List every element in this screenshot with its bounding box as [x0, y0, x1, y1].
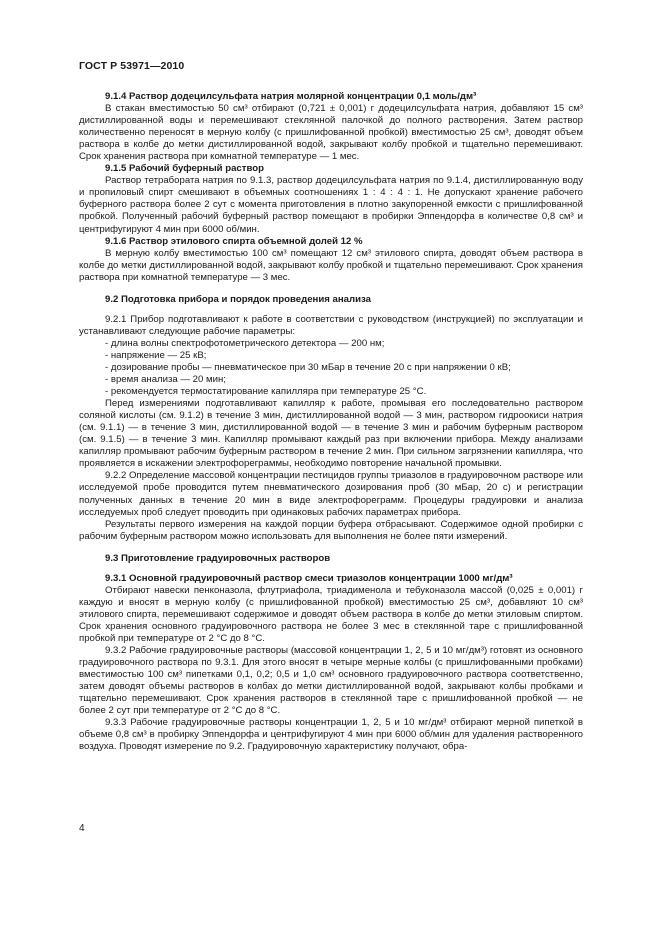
list-item: - дозирование пробы — пневматическое при 30 мБар в течение 20 с при напряжении 0 кВ; — [105, 361, 511, 373]
document-body — [79, 91, 583, 753]
paragraph-capillary-prep: Перед измерениями подготавливают капилляр к работе, промывая его последовательно раствором соляной кислоты (см. 9.1.2) в течение 3 мин, дистиллированной водой — 3 мин, раствором гидроокиси натрия (см. 9.1.1) — в течение 3 мин, дистиллированной водой — в течение 3 мин и рабочим буферным раствором (см. 9.1.5) — в течение 3 мин. Капилляр промывают каждый раз при включении прибора. Между анализами капилляр промывают рабочим буферным раствором в течение 2 мин. При сильном загрязнении капилляра, что проявляется в искажении электрофореграммы, необходимо повторение начальной промывки. — [79, 398, 583, 470]
page-number: 4 — [79, 823, 85, 834]
paragraph-9-1-6: В мерную колбу вместимостью 100 см³ помещают 12 см³ этилового спирта, доводят объем раствора в колбе до метки дистиллированной водой, закрывают колбу пробкой и тщательно перемешивают. Срок хранения раствора при комнатной температуре — 3 мес. — [79, 247, 583, 283]
section-heading-9-3: 9.3 Приготовление градуировочных растворов — [105, 552, 331, 564]
paragraph-results-note: Результаты первого измерения на каждой порции буфера отбрасывают. Содержимое одной пробирки с рабочим буферным раствором можно использовать для выполнения не более пяти измерений. — [79, 518, 583, 542]
paragraph-9-3-3: 9.3.3 Рабочие градуировочные растворы концентрации 1, 2, 5 и 10 мг/дм³ отбирают мерной пипеткой в объеме 0,8 см³ в пробирку Эппендорфа и центрифугируют 4 мин при 6000 об/мин для удаления растворенного воздуха. Проводят измерение по 9.2. Градуировочную характеристику получают, обра- — [79, 717, 583, 753]
section-heading-9-3-1: 9.3.1 Основной градуировочный раствор смеси триазолов концентрации 1000 мг/дм³ — [105, 572, 513, 584]
paragraph-9-3-2: 9.3.2 Рабочие градуировочные растворы (массовой концентрации 1, 2, 5 и 10 мг/дм³) готовят из основного градуировочного раствора по 9.3.1. Для этого вносят в четыре мерные колбы (с пришлифованными пробками) вместимостью 100 см³ пипетками 0,1, 0,2; 0,5 и 1,0 см³ основного градуировочного раствора соответственно, затем доводят объемы растворов в колбах до метки дистиллированной водой, закрывают колбы пробками и тщательно перемешивают. Срок хранения растворов в стеклянной таре с пришлифованной пробкой — не более 2 сут при температуре от 2 °С до 8 °С. — [79, 645, 583, 717]
paragraph-9-1-4: В стакан вместимостью 50 см³ отбирают (0,721 ± 0,001) г додецилсульфата натрия, добавляют 15 см³ дистиллированной воды и перемешивают стеклянной палочкой до полного растворения. Затем раствор количественно переносят в мерную колбу (с пришлифованной пробкой) вместимостью 25 см³, доводят объем раствора в колбе до метки дистиллированной водой, закрывают колбу пробкой и тщательно перемешивают. Срок хранения раствора при комнатной температуре — 1 мес. — [79, 103, 583, 163]
list-item: - длина волны спектрофотометрического детектора — 200 нм; — [105, 337, 385, 349]
section-heading-9-1-6: 9.1.6 Раствор этилового спирта объемной долей 12 % — [105, 235, 363, 247]
list-item: - напряжение — 25 кВ; — [105, 349, 207, 361]
paragraph-9-2-2: 9.2.2 Определение массовой концентрации пестицидов группы триазолов в градуировочном растворе или исследуемой пробе проводится путем пневматического дозирования проб (30 мБар, 20 с) и регистрации полученных данных в течение 20 мин в виде электрофореграмм. Процедуры градуировки и анализа исследуемых проб следует проводить при одинаковых рабочих параметрах прибора. — [79, 470, 583, 518]
paragraph-9-1-5: Раствор тетрабората натрия по 9.1.3, раствор додецилсульфата натрия по 9.1.4, дистиллированную воду и пропиловый спирт смешивают в объемных соотношениях 1 : 4 : 4 : 1. Не допускают хранение рабочего буферного раствора более 2 сут с момента приготовления в плотно закупоренной емкости с пришлифованной пробкой. Полученный рабочий буферный раствор помещают в пробирки Эппендорфа в количестве 0,8 см³ и центрифугируют 4 мин при 6000 об/мин. — [79, 175, 583, 235]
document-header: ГОСТ Р 53971—2010 — [79, 60, 185, 72]
section-heading-9-1-5: 9.1.5 Рабочий буферный раствор — [105, 163, 264, 175]
list-item: - рекомендуется термостатирование капилляра при температуре 25 °С. — [105, 386, 427, 398]
paragraph-9-3-1: Отбирают навески пенконазола, флутриафола, триадименола и тебуконазола массой (0,025 ± 0,001) г каждую и вносят в мерную колбу (с пришлифованной пробкой) вместимостью 25 см³, добавляют 10 см³ этилового спирта, перемешивают содержимое и доводят объем раствора в колбе до метки этиловым спиртом. Срок хранения основного градуировочного раствора не более 3 мес в стеклянной таре с пришлифованной пробкой при температуре от 2 °С до 8 °С. — [79, 584, 583, 644]
paragraph-9-2-1: 9.2.1 Прибор подготавливают к работе в соответствии с руководством (инструкцией) по эксплуатации и устанавливают следующие рабочие параметры: — [79, 313, 583, 337]
list-item: - время анализа — 20 мин; — [105, 374, 226, 386]
section-heading-9-2: 9.2 Подготовка прибора и порядок проведения анализа — [105, 293, 371, 305]
section-heading-9-1-4: 9.1.4 Раствор додецилсульфата натрия молярной концентрации 0,1 моль/дм³ — [105, 91, 477, 102]
